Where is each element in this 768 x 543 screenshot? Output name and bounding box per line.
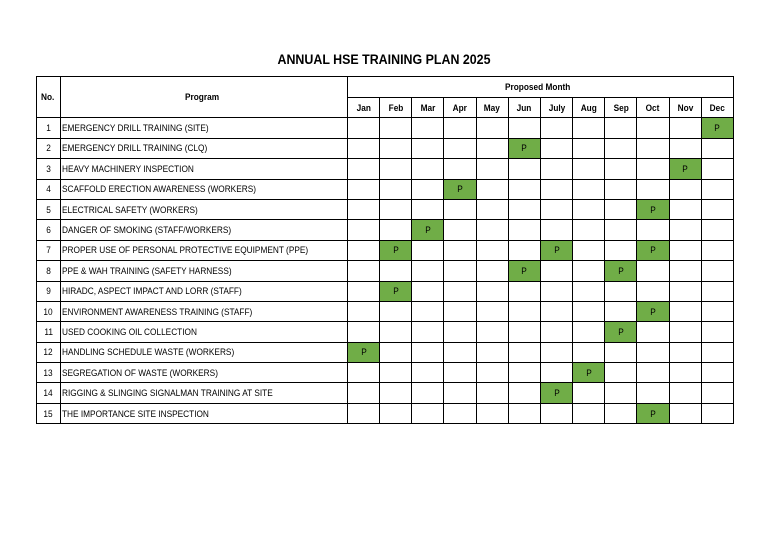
month-header-may: May — [476, 98, 508, 118]
month-cell-dec — [701, 138, 733, 158]
month-cell-july — [540, 220, 572, 240]
month-cell-sep — [605, 220, 637, 240]
table-row — [37, 342, 734, 362]
program-name: PROPER USE OF PERSONAL PROTECTIVE EQUIPMENT (PPE) — [61, 240, 348, 260]
month-cell-feb — [380, 159, 412, 179]
month-cell-aug — [573, 403, 605, 423]
month-cell-jan — [348, 159, 380, 179]
month-cell-apr — [444, 118, 476, 138]
month-cell-feb — [380, 281, 412, 301]
month-cell-sep — [605, 383, 637, 403]
month-cell-aug — [573, 363, 605, 383]
planned-mark: P — [714, 123, 721, 134]
month-cell-july — [540, 322, 572, 342]
month-cell-may — [476, 342, 508, 362]
row-number: 6 — [37, 220, 61, 240]
month-cell-sep — [605, 118, 637, 138]
row-number: 5 — [37, 199, 61, 219]
program-name: SEGREGATION OF WASTE (WORKERS) — [61, 363, 348, 383]
table-row — [37, 301, 734, 321]
month-cell-july — [540, 301, 572, 321]
month-cell-may — [476, 261, 508, 281]
month-cell-oct — [637, 118, 669, 138]
program-name: HIRADC, ASPECT IMPACT AND LORR (STAFF) — [61, 281, 348, 301]
table-row — [37, 383, 734, 403]
table-row — [37, 159, 734, 179]
month-cell-mar — [412, 118, 444, 138]
month-cell-jan — [348, 199, 380, 219]
month-cell-oct — [637, 342, 669, 362]
planned-mark: P — [392, 286, 399, 297]
month-cell-dec — [701, 383, 733, 403]
month-cell-jun — [508, 199, 540, 219]
month-cell-may — [476, 179, 508, 199]
month-cell-sep — [605, 342, 637, 362]
month-cell-jan — [348, 118, 380, 138]
month-cell-apr — [444, 301, 476, 321]
month-cell-feb — [380, 179, 412, 199]
month-cell-july — [540, 281, 572, 301]
table-row — [37, 199, 734, 219]
month-cell-oct — [637, 281, 669, 301]
month-cell-mar — [412, 199, 444, 219]
month-cell-nov — [669, 403, 701, 423]
planned-mark: P — [457, 184, 463, 195]
month-cell-nov — [669, 159, 701, 179]
month-cell-mar — [412, 403, 444, 423]
month-cell-feb — [380, 342, 412, 362]
month-header-jun: Jun — [508, 98, 540, 118]
month-cell-july — [540, 403, 572, 423]
row-number: 2 — [37, 138, 61, 158]
month-cell-sep — [605, 301, 637, 321]
month-cell-may — [476, 403, 508, 423]
month-cell-nov — [669, 322, 701, 342]
month-cell-jan — [348, 342, 380, 362]
month-header-sep: Sep — [605, 98, 637, 118]
month-cell-may — [476, 240, 508, 260]
month-cell-aug — [573, 301, 605, 321]
planned-mark: P — [360, 347, 367, 358]
month-header-dec: Dec — [701, 98, 733, 118]
planned-mark: P — [650, 306, 656, 317]
month-cell-oct — [637, 301, 669, 321]
month-cell-dec — [701, 159, 733, 179]
month-header-oct: Oct — [637, 98, 669, 118]
planned-mark: P — [553, 245, 560, 256]
month-cell-dec — [701, 261, 733, 281]
planned-mark: P — [585, 367, 592, 378]
month-cell-jan — [348, 179, 380, 199]
row-number: 8 — [37, 261, 61, 281]
month-cell-dec — [701, 322, 733, 342]
month-cell-apr — [444, 261, 476, 281]
month-cell-july — [540, 383, 572, 403]
month-cell-aug — [573, 138, 605, 158]
month-cell-nov — [669, 118, 701, 138]
month-cell-mar — [412, 179, 444, 199]
month-cell-apr — [444, 179, 476, 199]
month-cell-feb — [380, 261, 412, 281]
month-cell-jun — [508, 220, 540, 240]
month-cell-jan — [348, 322, 380, 342]
month-cell-oct — [637, 220, 669, 240]
planned-mark: P — [521, 265, 528, 276]
month-cell-jan — [348, 138, 380, 158]
month-cell-feb — [380, 403, 412, 423]
month-cell-sep — [605, 159, 637, 179]
month-cell-oct — [637, 179, 669, 199]
month-cell-sep — [605, 403, 637, 423]
month-cell-sep — [605, 281, 637, 301]
month-cell-sep — [605, 179, 637, 199]
month-cell-oct — [637, 199, 669, 219]
month-cell-aug — [573, 383, 605, 403]
month-cell-jan — [348, 363, 380, 383]
month-cell-july — [540, 138, 572, 158]
month-cell-dec — [701, 363, 733, 383]
program-name: HANDLING SCHEDULE WASTE (WORKERS) — [61, 342, 348, 362]
row-number: 14 — [37, 383, 61, 403]
program-name: USED COOKING OIL COLLECTION — [61, 322, 348, 342]
header-no: No. — [37, 77, 61, 118]
month-cell-mar — [412, 261, 444, 281]
program-name: THE IMPORTANCE SITE INSPECTION — [61, 403, 348, 423]
month-cell-aug — [573, 118, 605, 138]
month-cell-july — [540, 199, 572, 219]
month-cell-jun — [508, 118, 540, 138]
header-proposed-month: Proposed Month — [348, 77, 734, 98]
month-cell-apr — [444, 383, 476, 403]
month-cell-feb — [380, 199, 412, 219]
month-cell-jun — [508, 301, 540, 321]
month-cell-may — [476, 383, 508, 403]
month-cell-jun — [508, 383, 540, 403]
month-cell-jun — [508, 322, 540, 342]
table-row — [37, 118, 734, 138]
month-cell-apr — [444, 363, 476, 383]
month-cell-feb — [380, 363, 412, 383]
month-cell-may — [476, 281, 508, 301]
program-name: ENVIRONMENT AWARENESS TRAINING (STAFF) — [61, 301, 348, 321]
month-cell-jun — [508, 342, 540, 362]
month-header-july: July — [540, 98, 572, 118]
program-name: SCAFFOLD ERECTION AWARENESS (WORKERS) — [61, 179, 348, 199]
month-cell-july — [540, 342, 572, 362]
month-header-feb: Feb — [380, 98, 412, 118]
month-cell-dec — [701, 403, 733, 423]
month-cell-mar — [412, 342, 444, 362]
table-row — [37, 363, 734, 383]
month-cell-dec — [701, 220, 733, 240]
month-cell-apr — [444, 240, 476, 260]
month-cell-aug — [573, 179, 605, 199]
month-cell-may — [476, 220, 508, 240]
month-cell-aug — [573, 261, 605, 281]
month-cell-apr — [444, 159, 476, 179]
month-cell-feb — [380, 240, 412, 260]
month-cell-jun — [508, 138, 540, 158]
month-cell-mar — [412, 220, 444, 240]
month-cell-nov — [669, 240, 701, 260]
month-cell-dec — [701, 199, 733, 219]
month-cell-jun — [508, 179, 540, 199]
month-cell-oct — [637, 363, 669, 383]
planned-mark: P — [618, 326, 624, 337]
month-cell-july — [540, 261, 572, 281]
month-cell-feb — [380, 322, 412, 342]
month-header-nov: Nov — [669, 98, 701, 118]
month-cell-dec — [701, 240, 733, 260]
month-cell-july — [540, 118, 572, 138]
table-row — [37, 403, 734, 423]
month-cell-jun — [508, 240, 540, 260]
month-cell-apr — [444, 403, 476, 423]
plan-body — [37, 118, 734, 424]
month-cell-july — [540, 240, 572, 260]
month-cell-nov — [669, 220, 701, 240]
month-cell-oct — [637, 383, 669, 403]
program-name: EMERGENCY DRILL TRAINING (SITE) — [61, 118, 348, 138]
month-cell-jan — [348, 403, 380, 423]
month-cell-may — [476, 199, 508, 219]
month-cell-sep — [605, 261, 637, 281]
month-cell-jan — [348, 220, 380, 240]
month-cell-may — [476, 322, 508, 342]
month-cell-feb — [380, 383, 412, 403]
month-cell-aug — [573, 281, 605, 301]
month-cell-dec — [701, 301, 733, 321]
month-cell-aug — [573, 159, 605, 179]
month-cell-mar — [412, 363, 444, 383]
row-number: 11 — [37, 322, 61, 342]
month-cell-feb — [380, 301, 412, 321]
month-cell-feb — [380, 138, 412, 158]
month-cell-mar — [412, 159, 444, 179]
planned-mark: P — [650, 245, 656, 256]
planned-mark: P — [521, 143, 528, 154]
row-number: 15 — [37, 403, 61, 423]
month-cell-may — [476, 118, 508, 138]
month-header-apr: Apr — [444, 98, 476, 118]
month-cell-mar — [412, 383, 444, 403]
table-row — [37, 261, 734, 281]
row-number: 3 — [37, 159, 61, 179]
month-cell-nov — [669, 383, 701, 403]
row-number: 9 — [37, 281, 61, 301]
month-cell-dec — [701, 281, 733, 301]
month-cell-jun — [508, 403, 540, 423]
month-cell-aug — [573, 220, 605, 240]
planned-mark: P — [650, 408, 656, 419]
month-cell-dec — [701, 342, 733, 362]
month-header-jan: Jan — [348, 98, 380, 118]
planned-mark: P — [618, 265, 624, 276]
row-number: 1 — [37, 118, 61, 138]
program-name: ELECTRICAL SAFETY (WORKERS) — [61, 199, 348, 219]
month-cell-apr — [444, 220, 476, 240]
month-cell-july — [540, 363, 572, 383]
month-cell-nov — [669, 281, 701, 301]
month-cell-oct — [637, 403, 669, 423]
row-number: 10 — [37, 301, 61, 321]
month-cell-mar — [412, 138, 444, 158]
month-cell-sep — [605, 199, 637, 219]
month-cell-aug — [573, 199, 605, 219]
month-header-aug: Aug — [573, 98, 605, 118]
month-cell-oct — [637, 240, 669, 260]
month-cell-apr — [444, 322, 476, 342]
table-row — [37, 179, 734, 199]
month-cell-feb — [380, 220, 412, 240]
month-cell-jun — [508, 363, 540, 383]
row-number: 7 — [37, 240, 61, 260]
month-cell-apr — [444, 199, 476, 219]
month-header-mar: Mar — [412, 98, 444, 118]
planned-mark: P — [650, 204, 656, 215]
month-cell-apr — [444, 138, 476, 158]
table-row — [37, 138, 734, 158]
month-cell-sep — [605, 322, 637, 342]
month-cell-apr — [444, 281, 476, 301]
program-name: PPE & WAH TRAINING (SAFETY HARNESS) — [61, 261, 348, 281]
month-cell-may — [476, 138, 508, 158]
month-cell-oct — [637, 322, 669, 342]
program-name: DANGER OF SMOKING (STAFF/WORKERS) — [61, 220, 348, 240]
month-cell-nov — [669, 363, 701, 383]
month-cell-nov — [669, 199, 701, 219]
month-cell-nov — [669, 301, 701, 321]
planned-mark: P — [425, 225, 431, 236]
row-number: 13 — [37, 363, 61, 383]
table-row — [37, 281, 734, 301]
month-cell-may — [476, 301, 508, 321]
month-cell-nov — [669, 138, 701, 158]
training-plan-table — [36, 76, 734, 424]
month-cell-jun — [508, 159, 540, 179]
month-cell-sep — [605, 240, 637, 260]
month-cell-mar — [412, 240, 444, 260]
month-cell-may — [476, 159, 508, 179]
month-cell-jan — [348, 261, 380, 281]
month-cell-oct — [637, 159, 669, 179]
table-row — [37, 220, 734, 240]
month-cell-jun — [508, 281, 540, 301]
month-cell-dec — [701, 179, 733, 199]
month-cell-aug — [573, 342, 605, 362]
month-cell-aug — [573, 322, 605, 342]
month-cell-july — [540, 159, 572, 179]
row-number: 12 — [37, 342, 61, 362]
table-row — [37, 240, 734, 260]
planned-mark: P — [392, 245, 399, 256]
program-name: RIGGING & SLINGING SIGNALMAN TRAINING AT SITE — [61, 383, 348, 403]
month-cell-jan — [348, 281, 380, 301]
month-cell-oct — [637, 138, 669, 158]
program-name: HEAVY MACHINERY INSPECTION — [61, 159, 348, 179]
month-cell-sep — [605, 138, 637, 158]
month-cell-jun — [508, 261, 540, 281]
month-cell-jan — [348, 240, 380, 260]
header-program: Program — [61, 77, 348, 118]
month-cell-nov — [669, 342, 701, 362]
month-cell-nov — [669, 261, 701, 281]
document-title: ANNUAL HSE TRAINING PLAN 2025 — [277, 52, 491, 67]
month-cell-aug — [573, 240, 605, 260]
month-cell-mar — [412, 281, 444, 301]
month-cell-dec — [701, 118, 733, 138]
planned-mark: P — [553, 388, 560, 399]
month-cell-mar — [412, 322, 444, 342]
month-cell-jan — [348, 383, 380, 403]
month-cell-mar — [412, 301, 444, 321]
month-cell-oct — [637, 261, 669, 281]
month-cell-may — [476, 363, 508, 383]
program-name: EMERGENCY DRILL TRAINING (CLQ) — [61, 138, 348, 158]
table-row — [37, 322, 734, 342]
month-cell-july — [540, 179, 572, 199]
month-cell-jan — [348, 301, 380, 321]
month-cell-feb — [380, 118, 412, 138]
row-number: 4 — [37, 179, 61, 199]
month-cell-nov — [669, 179, 701, 199]
planned-mark: P — [682, 163, 688, 174]
month-cell-apr — [444, 342, 476, 362]
month-cell-sep — [605, 363, 637, 383]
